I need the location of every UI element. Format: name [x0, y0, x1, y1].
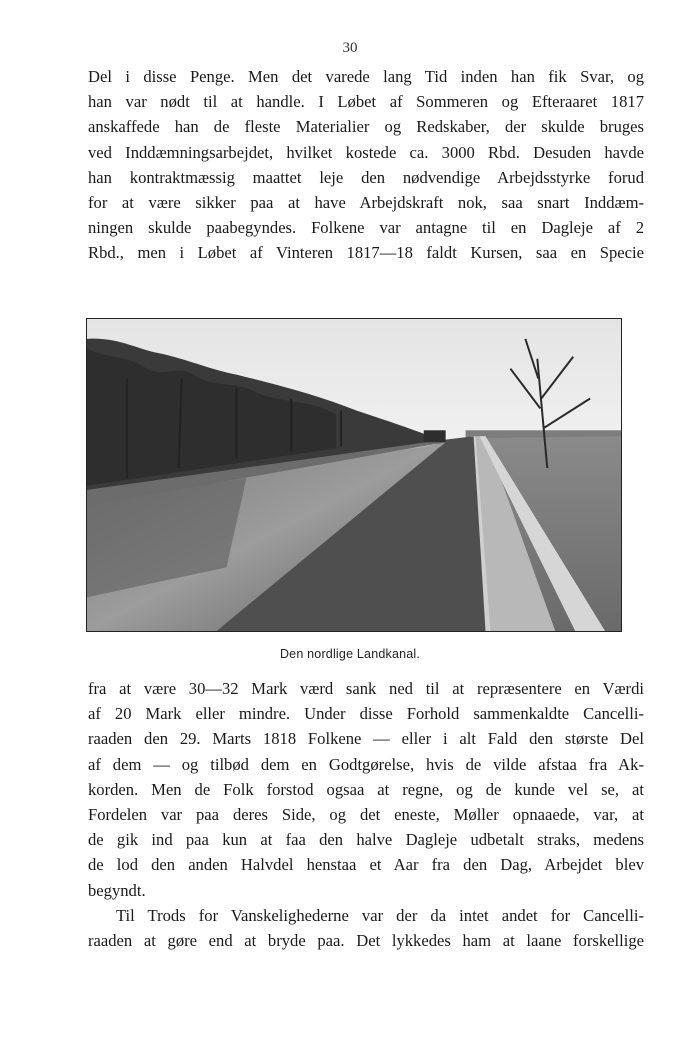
text-line: ningen skulde paabegyndes. Folkene var antagne til en Dagleje af 2 [88, 218, 644, 238]
canal-photograph [86, 318, 622, 632]
distant-building [424, 430, 446, 442]
text-line: Fordelen var paa deres Side, og det eneste, Møller opnaaede, var, at [88, 804, 644, 824]
text-line: korden. Men de Folk forstod ogsaa at regne, og de kunde vel se, at [88, 779, 644, 799]
text-line: for at være sikker paa at have Arbejdskraft nok, saa snart Inddæm- [88, 192, 644, 212]
text-line: fra at være 30—32 Mark værd sank ned til at repræsentere en Værdi [88, 679, 644, 698]
canal-photo-illustration [87, 319, 621, 631]
text-line: af 20 Mark eller mindre. Under disse Forhold sammenkaldte Cancelli- [88, 704, 644, 724]
text-line: ved Inddæmningsarbejdet, hvilket kostede ca. 3000 Rbd. Desuden havde [88, 142, 644, 162]
text-line: Rbd., men i Løbet af Vinteren 1817—18 faldt Kursen, saa en Specie [88, 243, 644, 263]
text-line: anskaffede han de fleste Materialier og Redskaber, der skulde bruges [88, 117, 644, 137]
text-line: de gik ind paa kun at faa den halve Dagleje udbetalt straks, medens [88, 830, 644, 850]
page-number: 30 [342, 40, 358, 56]
text-line: raaden den 29. Marts 1818 Folkene — eller i alt Fald den største Del [88, 729, 644, 749]
text-line: raaden at gøre end at bryde paa. Det lykkedes ham at laane forskellige [88, 930, 644, 950]
paragraph-top [88, 64, 644, 266]
paragraph-bottom [88, 676, 644, 953]
text-line: af dem — og tilbød dem en Godtgørelse, hvis de vilde afstaa fra Ak- [88, 754, 644, 774]
text-line: han kontraktmæssig maattet leje den nødvendige Arbejdsstyrke forud [88, 167, 644, 187]
text-line: de lod den anden Halvdel henstaa et Aar fra den Dag, Arbejdet blev [88, 855, 644, 875]
text-line: Til Trods for Vanskelighederne var der da intet andet for Cancelli- [116, 905, 644, 925]
figure-caption: Den nordlige Landkanal. [279, 647, 421, 661]
text-line: han var nødt til at handle. I Løbet af Sommeren og Efteraaret 1817 [88, 92, 644, 112]
text-line: Del i disse Penge. Men det varede lang Tid inden han fik Svar, og [88, 67, 644, 86]
text-line: begyndt. [88, 880, 146, 900]
